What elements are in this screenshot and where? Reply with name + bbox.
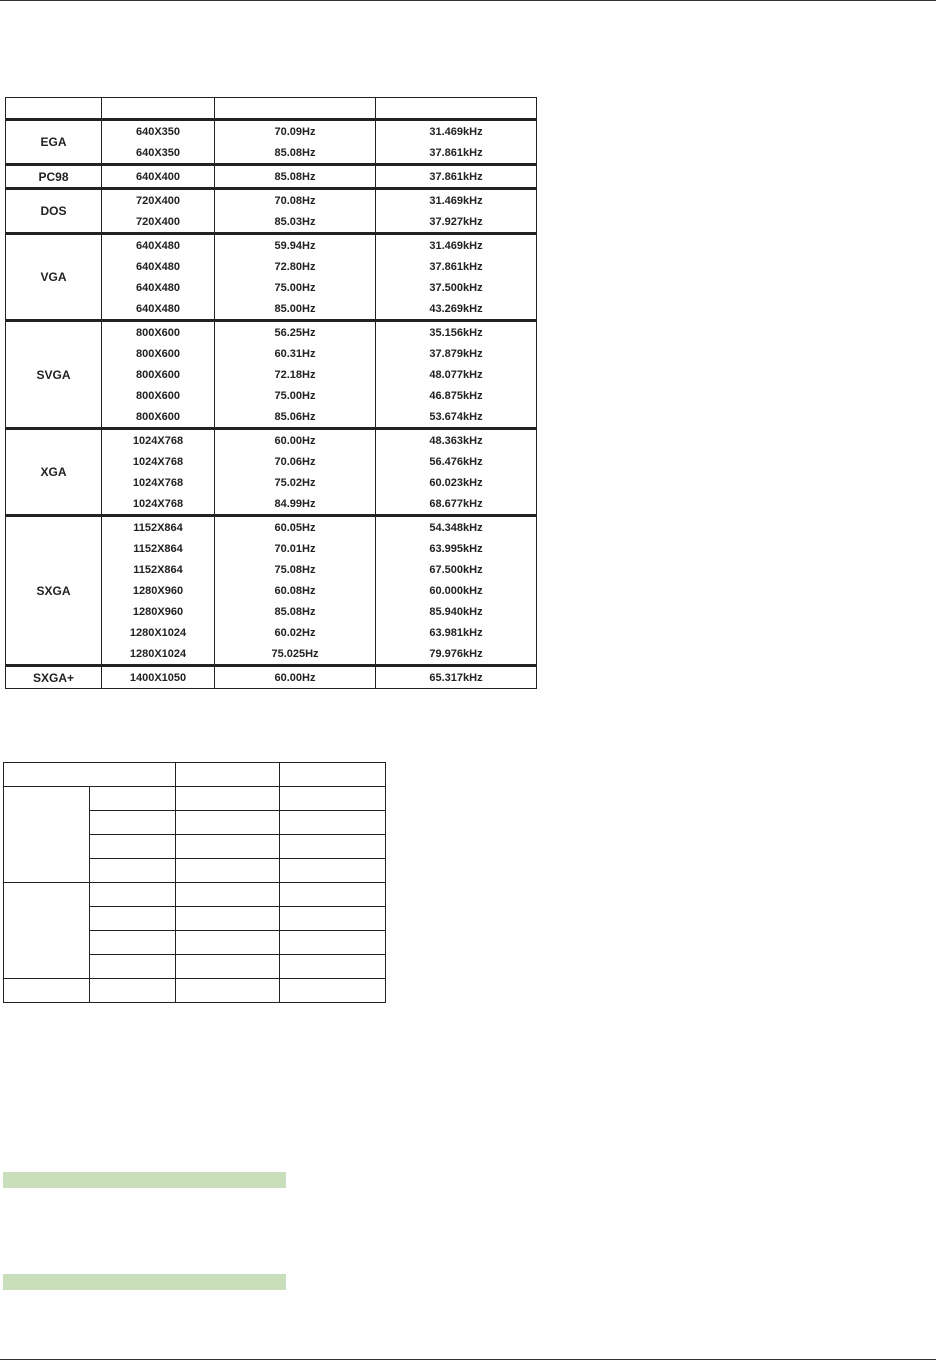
resolution-cell: 640X480 xyxy=(102,234,215,257)
top-rule xyxy=(0,0,936,1)
table-row xyxy=(6,234,537,257)
grid-row xyxy=(4,979,386,1003)
v-freq-cell: 60.00Hz xyxy=(215,666,376,689)
mode-cell: XGA xyxy=(6,429,102,516)
resolution-cell: 800X600 xyxy=(102,364,215,385)
h-freq-cell: 43.269kHz xyxy=(376,298,537,321)
grid-cell xyxy=(90,931,176,955)
h-freq-cell: 68.677kHz xyxy=(376,493,537,516)
resolution-cell: 640X480 xyxy=(102,298,215,321)
grid-cell xyxy=(4,979,90,1003)
mode-cell: DOS xyxy=(6,189,102,234)
v-freq-cell: 75.02Hz xyxy=(215,472,376,493)
timing-table xyxy=(5,97,537,689)
h-freq-cell: 67.500kHz xyxy=(376,559,537,580)
v-freq-cell: 85.08Hz xyxy=(215,601,376,622)
h-freq-cell: 46.875kHz xyxy=(376,385,537,406)
resolution-cell: 800X600 xyxy=(102,385,215,406)
grid-cell xyxy=(90,979,176,1003)
v-freq-cell: 56.25Hz xyxy=(215,321,376,344)
mode-cell: SXGA xyxy=(6,516,102,666)
h-freq-cell: 48.077kHz xyxy=(376,364,537,385)
h-freq-cell: 31.469kHz xyxy=(376,189,537,212)
grid-cell xyxy=(90,859,176,883)
v-freq-cell: 60.02Hz xyxy=(215,622,376,643)
grid-cell xyxy=(176,859,280,883)
resolution-cell: 640X480 xyxy=(102,277,215,298)
h-freq-cell: 53.674kHz xyxy=(376,406,537,429)
resolution-cell: 1280X1024 xyxy=(102,622,215,643)
resolution-cell: 640X400 xyxy=(102,165,215,189)
grid-cell xyxy=(90,787,176,811)
table-row xyxy=(6,120,537,143)
grid-cell xyxy=(176,811,280,835)
h-freq-cell: 63.995kHz xyxy=(376,538,537,559)
grid-cell xyxy=(176,787,280,811)
grid-cell xyxy=(176,931,280,955)
grid-cell xyxy=(280,955,386,979)
grid-cell xyxy=(90,955,176,979)
highlight-bar xyxy=(3,1274,286,1290)
mode-cell: PC98 xyxy=(6,165,102,189)
v-freq-cell: 60.08Hz xyxy=(215,580,376,601)
resolution-cell: 1280X960 xyxy=(102,580,215,601)
grid-cell xyxy=(280,763,386,787)
h-freq-cell: 54.348kHz xyxy=(376,516,537,539)
h-freq-cell: 37.927kHz xyxy=(376,211,537,234)
v-freq-cell: 85.03Hz xyxy=(215,211,376,234)
blank-grid-table xyxy=(3,762,386,1003)
grid-cell xyxy=(280,907,386,931)
header-cell-resolution xyxy=(102,98,215,120)
resolution-cell: 1152X864 xyxy=(102,538,215,559)
v-freq-cell: 85.00Hz xyxy=(215,298,376,321)
grid-row xyxy=(4,763,386,787)
header-cell-mode xyxy=(6,98,102,120)
grid-cell xyxy=(280,811,386,835)
v-freq-cell: 85.06Hz xyxy=(215,406,376,429)
grid-cell xyxy=(280,787,386,811)
mode-cell: VGA xyxy=(6,234,102,321)
mode-cell: SVGA xyxy=(6,321,102,429)
resolution-cell: 1024X768 xyxy=(102,451,215,472)
table-row xyxy=(6,165,537,189)
grid-row xyxy=(4,787,386,811)
resolution-cell: 720X400 xyxy=(102,211,215,234)
resolution-cell: 1024X768 xyxy=(102,493,215,516)
v-freq-cell: 85.08Hz xyxy=(215,165,376,189)
grid-cell xyxy=(280,883,386,907)
h-freq-cell: 63.981kHz xyxy=(376,622,537,643)
header-cell-v-freq xyxy=(215,98,376,120)
h-freq-cell: 48.363kHz xyxy=(376,429,537,452)
grid-cell xyxy=(4,763,176,787)
v-freq-cell: 60.00Hz xyxy=(215,429,376,452)
v-freq-cell: 70.01Hz xyxy=(215,538,376,559)
mode-cell: EGA xyxy=(6,120,102,165)
h-freq-cell: 79.976kHz xyxy=(376,643,537,666)
h-freq-cell: 31.469kHz xyxy=(376,234,537,257)
resolution-cell: 640X480 xyxy=(102,256,215,277)
grid-cell xyxy=(280,835,386,859)
highlight-bar xyxy=(3,1172,286,1188)
grid-cell xyxy=(176,883,280,907)
grid-cell xyxy=(90,835,176,859)
grid-cell xyxy=(4,787,90,883)
mode-cell: SXGA+ xyxy=(6,666,102,689)
h-freq-cell: 60.023kHz xyxy=(376,472,537,493)
v-freq-cell: 60.05Hz xyxy=(215,516,376,539)
table-row xyxy=(6,321,537,344)
h-freq-cell: 37.879kHz xyxy=(376,343,537,364)
h-freq-cell: 56.476kHz xyxy=(376,451,537,472)
v-freq-cell: 60.31Hz xyxy=(215,343,376,364)
grid-cell xyxy=(90,811,176,835)
h-freq-cell: 65.317kHz xyxy=(376,666,537,689)
table-row xyxy=(6,666,537,689)
h-freq-cell: 37.500kHz xyxy=(376,277,537,298)
v-freq-cell: 72.18Hz xyxy=(215,364,376,385)
v-freq-cell: 85.08Hz xyxy=(215,142,376,165)
bottom-rule xyxy=(0,1359,936,1360)
timing-table-body xyxy=(6,120,537,689)
resolution-cell: 800X600 xyxy=(102,406,215,429)
resolution-cell: 640X350 xyxy=(102,120,215,143)
v-freq-cell: 75.08Hz xyxy=(215,559,376,580)
v-freq-cell: 75.025Hz xyxy=(215,643,376,666)
h-freq-cell: 31.469kHz xyxy=(376,120,537,143)
h-freq-cell: 37.861kHz xyxy=(376,165,537,189)
resolution-cell: 640X350 xyxy=(102,142,215,165)
h-freq-cell: 35.156kHz xyxy=(376,321,537,344)
grid-cell xyxy=(176,835,280,859)
table-row xyxy=(6,516,537,539)
table-row xyxy=(6,429,537,452)
resolution-cell: 800X600 xyxy=(102,343,215,364)
h-freq-cell: 60.000kHz xyxy=(376,580,537,601)
grid-cell xyxy=(280,931,386,955)
grid-cell xyxy=(280,979,386,1003)
resolution-cell: 1400X1050 xyxy=(102,666,215,689)
h-freq-cell: 85.940kHz xyxy=(376,601,537,622)
grid-cell xyxy=(176,979,280,1003)
grid-cell xyxy=(4,883,90,979)
h-freq-cell: 37.861kHz xyxy=(376,142,537,165)
v-freq-cell: 70.06Hz xyxy=(215,451,376,472)
header-cell-h-freq xyxy=(376,98,537,120)
h-freq-cell: 37.861kHz xyxy=(376,256,537,277)
v-freq-cell: 84.99Hz xyxy=(215,493,376,516)
v-freq-cell: 72.80Hz xyxy=(215,256,376,277)
resolution-cell: 1152X864 xyxy=(102,516,215,539)
v-freq-cell: 75.00Hz xyxy=(215,277,376,298)
timing-table-header-row xyxy=(6,98,537,120)
v-freq-cell: 70.09Hz xyxy=(215,120,376,143)
grid-cell xyxy=(176,907,280,931)
grid-row xyxy=(4,883,386,907)
resolution-cell: 1024X768 xyxy=(102,429,215,452)
grid-cell xyxy=(176,955,280,979)
resolution-cell: 720X400 xyxy=(102,189,215,212)
v-freq-cell: 59.94Hz xyxy=(215,234,376,257)
grid-cell xyxy=(90,907,176,931)
grid-cell xyxy=(280,859,386,883)
resolution-cell: 1024X768 xyxy=(102,472,215,493)
grid-cell xyxy=(90,883,176,907)
v-freq-cell: 75.00Hz xyxy=(215,385,376,406)
resolution-cell: 1280X960 xyxy=(102,601,215,622)
resolution-cell: 800X600 xyxy=(102,321,215,344)
table-row xyxy=(6,189,537,212)
v-freq-cell: 70.08Hz xyxy=(215,189,376,212)
resolution-cell: 1152X864 xyxy=(102,559,215,580)
resolution-cell: 1280X1024 xyxy=(102,643,215,666)
grid-cell xyxy=(176,763,280,787)
